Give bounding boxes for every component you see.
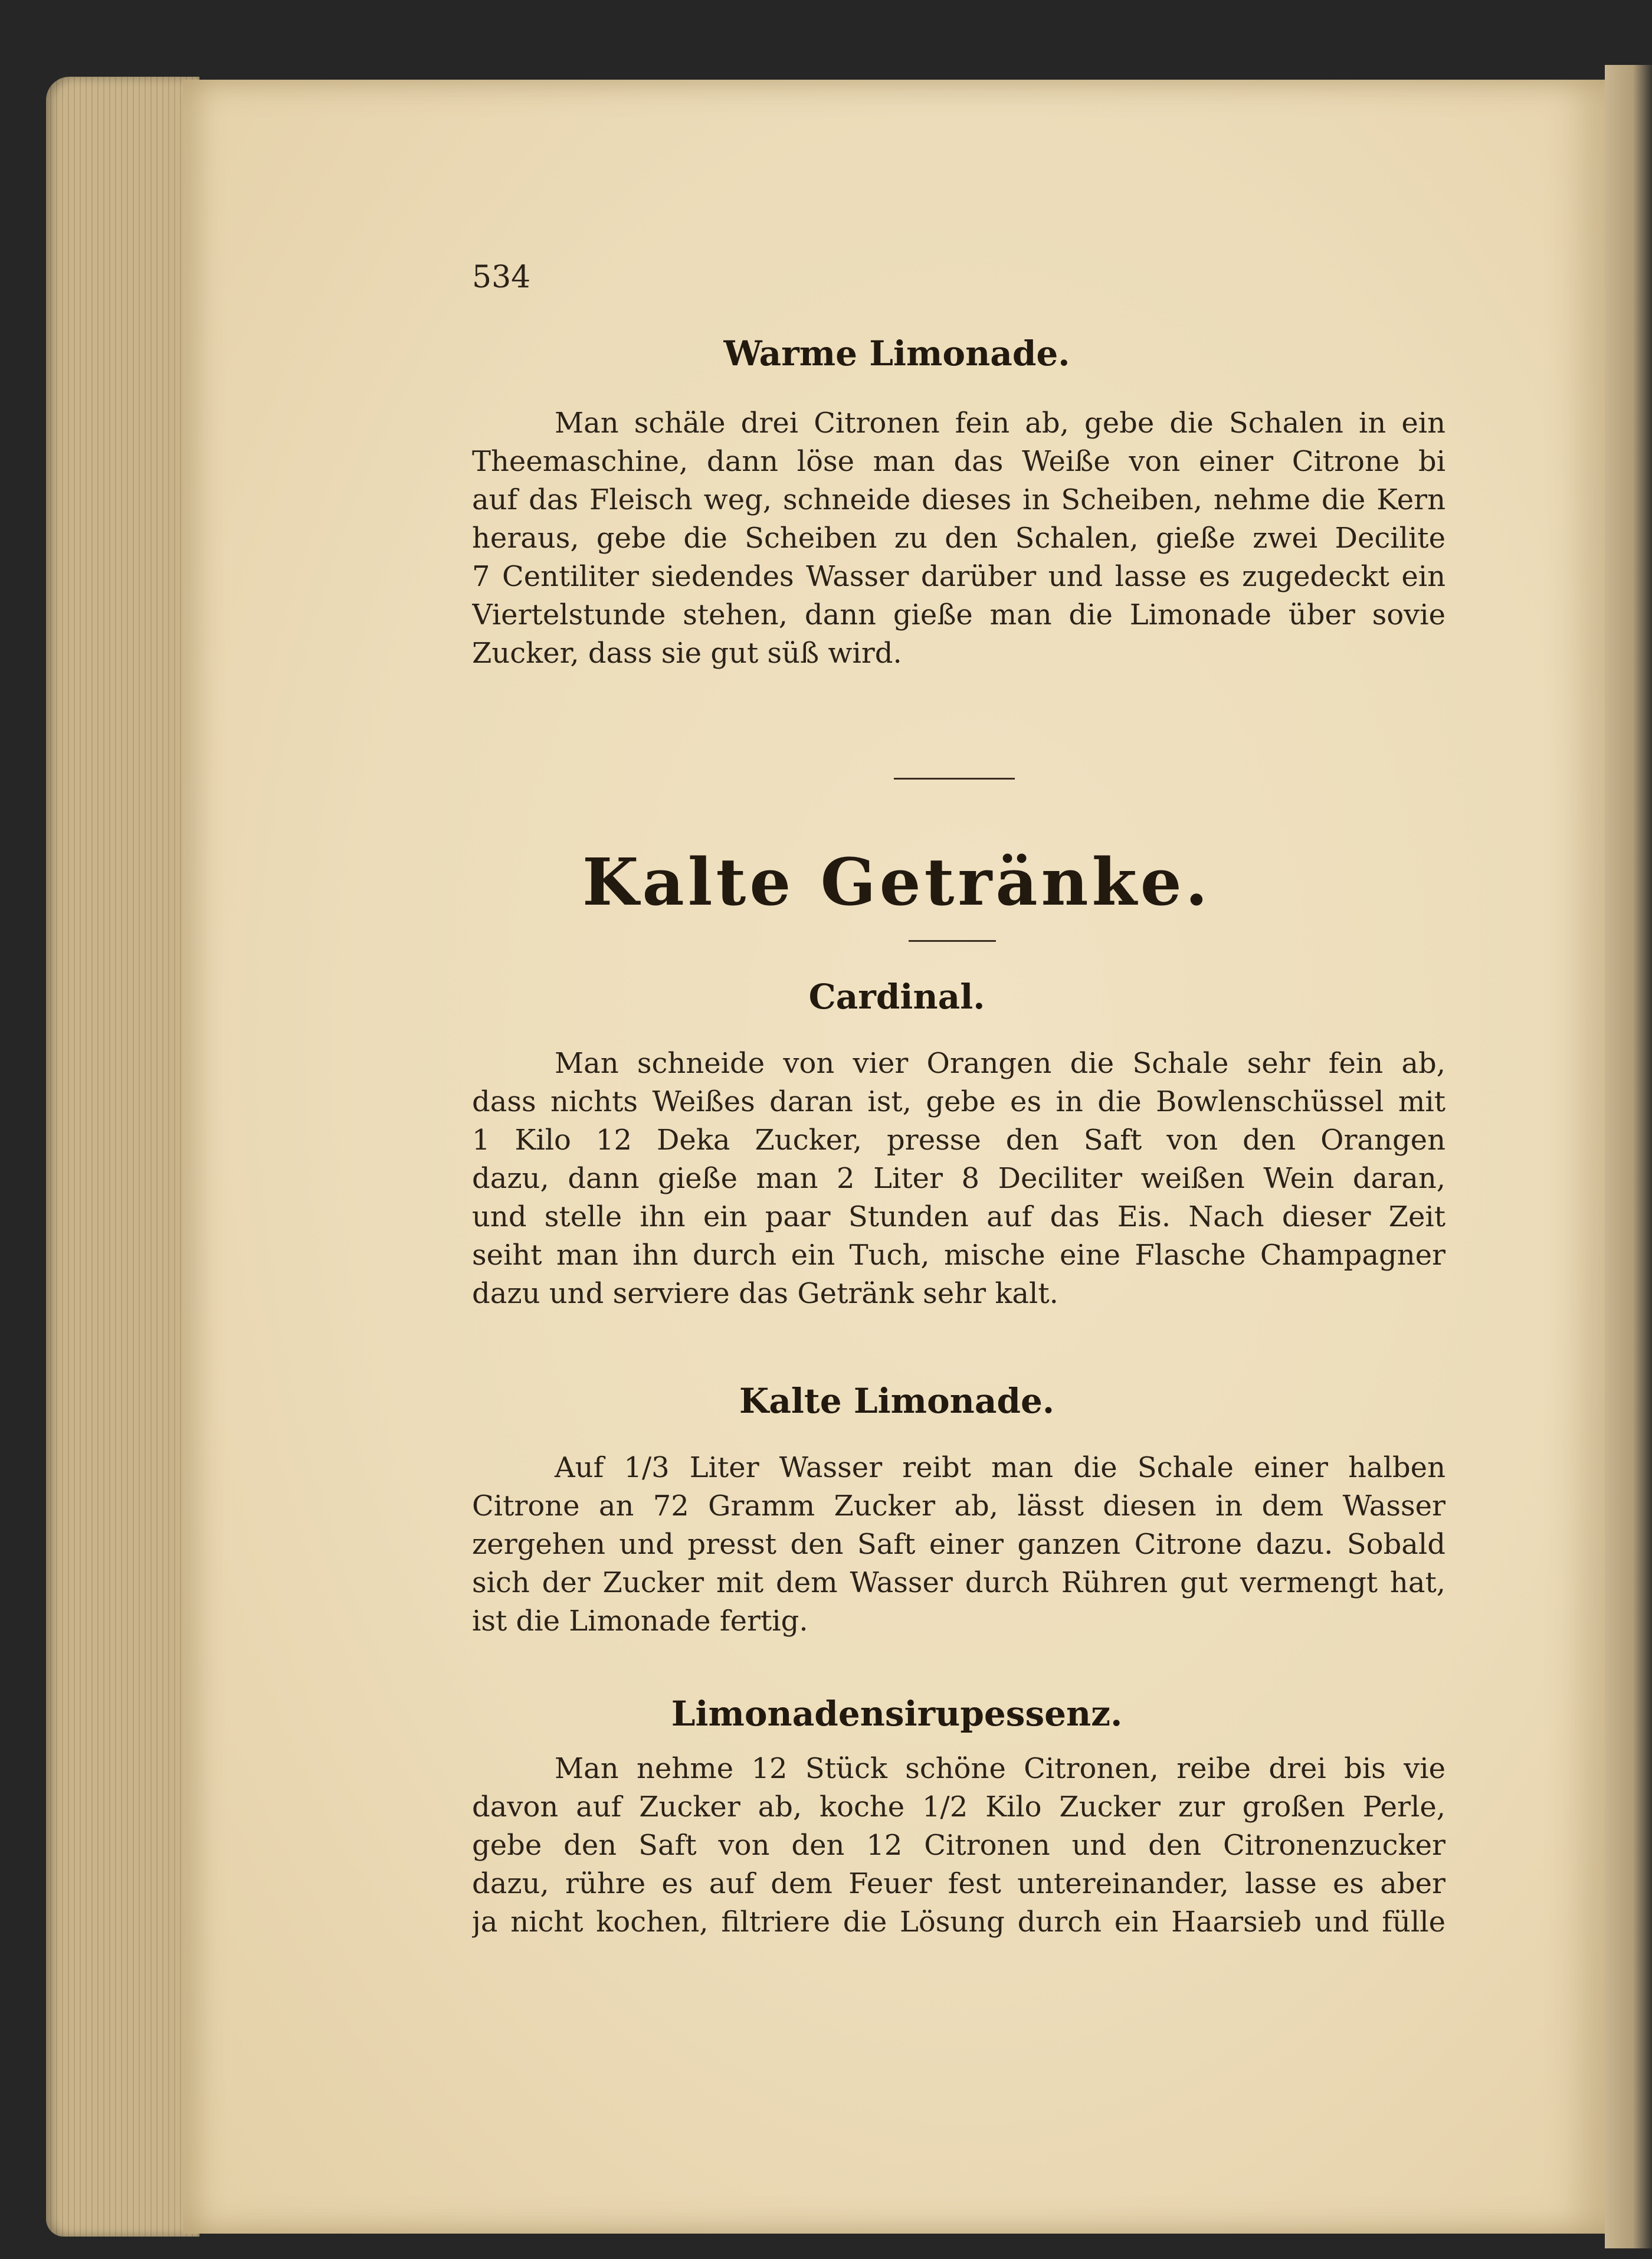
book-page-edges — [46, 77, 199, 2237]
text-line: Man schneide von vier Orangen die Schale sehr fein ab, — [555, 1047, 1446, 1080]
book-right-gutter — [1605, 65, 1652, 2248]
text-line: Viertelstunde stehen, dann gieße man die Limonade über sovie — [472, 598, 1446, 631]
section-title-limonadensirupessenz: Limonadensirupessenz. — [671, 1694, 1123, 1734]
text-line: dass nichts Weißes daran ist, gebe es in die Bowlenschüssel mit — [472, 1085, 1446, 1118]
section-divider — [894, 778, 1015, 780]
section-title-cardinal: Cardinal. — [808, 977, 985, 1017]
text-line: Citrone an 72 Gramm Zucker ab, lässt diesen in dem Wasser — [472, 1489, 1446, 1523]
text-line: gebe den Saft von den 12 Citronen und den Citronenzucker — [472, 1829, 1446, 1862]
text-line: Zucker, dass sie gut süß wird. — [472, 637, 902, 670]
section-title-kalte-limonade: Kalte Limonade. — [739, 1381, 1055, 1421]
chapter-title-kalte-getraenke: Kalte Getränke. — [582, 844, 1212, 920]
text-line: Auf 1/3 Liter Wasser reibt man die Schale einer halben — [555, 1451, 1446, 1484]
paragraph-warme-limonade — [472, 404, 1446, 673]
paragraph-kalte-limonade — [472, 1449, 1446, 1641]
section-title-warme-limonade: Warme Limonade. — [723, 333, 1070, 374]
text-line: Theemaschine, dann löse man das Weiße von einer Citrone bi — [472, 445, 1446, 478]
text-line: dazu, dann gieße man 2 Liter 8 Deciliter weißen Wein daran, — [472, 1162, 1446, 1195]
text-line: ist die Limonade fertig. — [472, 1605, 808, 1638]
text-line: davon auf Zucker ab, koche 1/2 Kilo Zucker zur großen Perle, — [472, 1790, 1446, 1823]
text-line: Man schäle drei Citronen fein ab, gebe die Schalen in ein — [555, 407, 1446, 440]
paragraph-limonadensirupessenz — [472, 1750, 1446, 1942]
text-line: und stelle ihn ein paar Stunden auf das Eis. Nach dieser Zeit — [472, 1200, 1446, 1233]
text-line: dazu, rühre es auf dem Feuer fest untereinander, lasse es aber — [472, 1867, 1446, 1900]
text-line: 1 Kilo 12 Deka Zucker, presse den Saft von den Orangen — [472, 1124, 1446, 1157]
page-number: 534 — [472, 260, 531, 295]
text-line: heraus, gebe die Scheiben zu den Schalen, gieße zwei Decilite — [472, 522, 1446, 555]
text-line: Man nehme 12 Stück schöne Citronen, reibe drei bis vie — [555, 1752, 1446, 1785]
text-line: seiht man ihn durch ein Tuch, mische eine Flasche Champagner — [472, 1239, 1446, 1272]
text-line: 7 Centiliter siedendes Wasser darüber und lasse es zugedeckt ein — [472, 560, 1446, 593]
text-line: dazu und serviere das Getränk sehr kalt. — [472, 1277, 1058, 1310]
text-line: auf das Fleisch weg, schneide dieses in Scheiben, nehme die Kern — [472, 483, 1446, 516]
text-line: zergehen und presst den Saft einer ganzen Citrone dazu. Sobald — [472, 1528, 1446, 1561]
text-line: ja nicht kochen, filtriere die Lösung durch ein Haarsieb und fülle — [472, 1906, 1446, 1939]
text-line: sich der Zucker mit dem Wasser durch Rühren gut vermengt hat, — [472, 1566, 1446, 1599]
paragraph-cardinal — [472, 1045, 1446, 1313]
chapter-divider — [909, 940, 996, 942]
